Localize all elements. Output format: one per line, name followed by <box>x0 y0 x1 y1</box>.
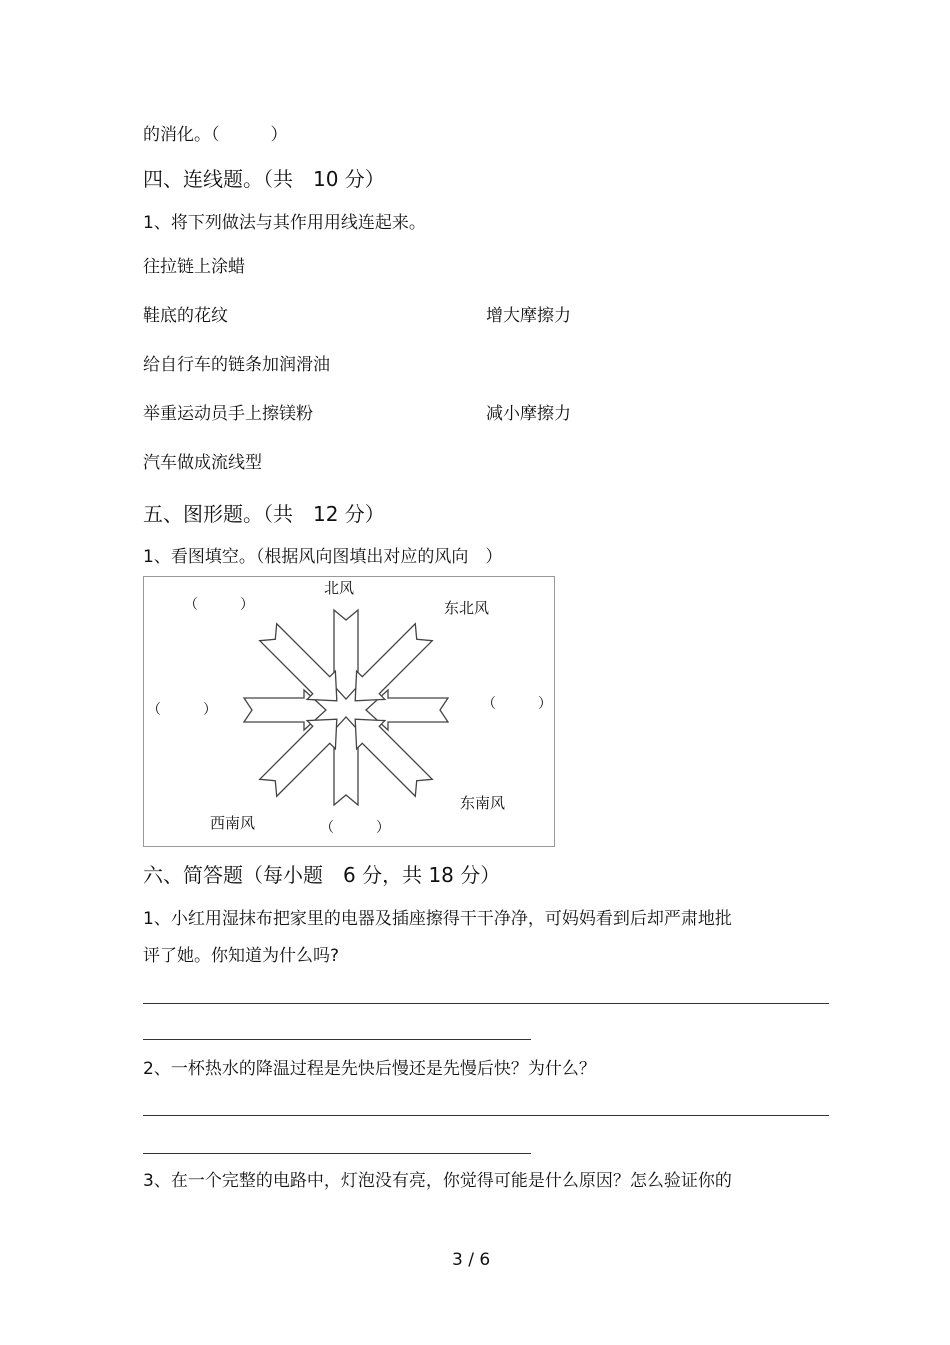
label-southwest: 西南风 <box>210 814 256 832</box>
label-southeast: 东南风 <box>460 794 506 812</box>
answer-line <box>143 1115 829 1116</box>
section6-question1-line1: 1、小红用湿抹布把家里的电器及插座擦得干干净净，可妈妈看到后却严肃地批 <box>143 909 732 929</box>
answer-line <box>143 1153 531 1154</box>
section5-question1: 1、看图填空。（根据风向图填出对应的风向 ） <box>143 547 503 567</box>
section6-question2: 2、一杯热水的降温过程是先快后慢还是先慢后快？为什么？ <box>143 1059 596 1079</box>
left-item-zipper: 往拉链上涂蜡 <box>143 257 245 277</box>
wind-direction-diagram <box>143 576 555 847</box>
blank-west: （ ） <box>147 702 217 718</box>
right-item-increase-friction: 增大摩擦力 <box>486 306 571 326</box>
left-item-weightlifter: 举重运动员手上擦镁粉 <box>143 404 313 424</box>
blank-northwest: （ ） <box>184 597 254 613</box>
section4-heading: 四、连线题。（共 10 分） <box>143 167 385 191</box>
section6-question3: 3、在一个完整的电路中，灯泡没有亮，你觉得可能是什么原因？怎么验证你的 <box>143 1171 732 1191</box>
section4-question1: 1、将下列做法与其作用用线连起来。 <box>143 213 426 233</box>
left-item-streamlined-car: 汽车做成流线型 <box>143 453 262 473</box>
left-item-bike-chain: 给自行车的链条加润滑油 <box>143 355 330 375</box>
blank-east: （ ） <box>482 696 552 712</box>
label-northeast: 东北风 <box>444 599 490 617</box>
right-item-reduce-friction: 减小摩擦力 <box>486 404 571 424</box>
section6-heading: 六、简答题（每小题 6 分，共 18 分） <box>143 863 501 887</box>
label-north: 北风 <box>324 579 355 597</box>
section6-question1-line2: 评了她。你知道为什么吗? <box>143 946 340 966</box>
answer-line <box>143 1003 829 1004</box>
page-number: 3 / 6 <box>452 1250 491 1270</box>
prev-continuation: 的消化。（ ） <box>143 125 288 145</box>
answer-line <box>143 1039 531 1040</box>
blank-south: （ ） <box>320 820 390 836</box>
section5-heading: 五、图形题。（共 12 分） <box>143 502 385 526</box>
left-item-shoe-sole: 鞋底的花纹 <box>143 306 228 326</box>
